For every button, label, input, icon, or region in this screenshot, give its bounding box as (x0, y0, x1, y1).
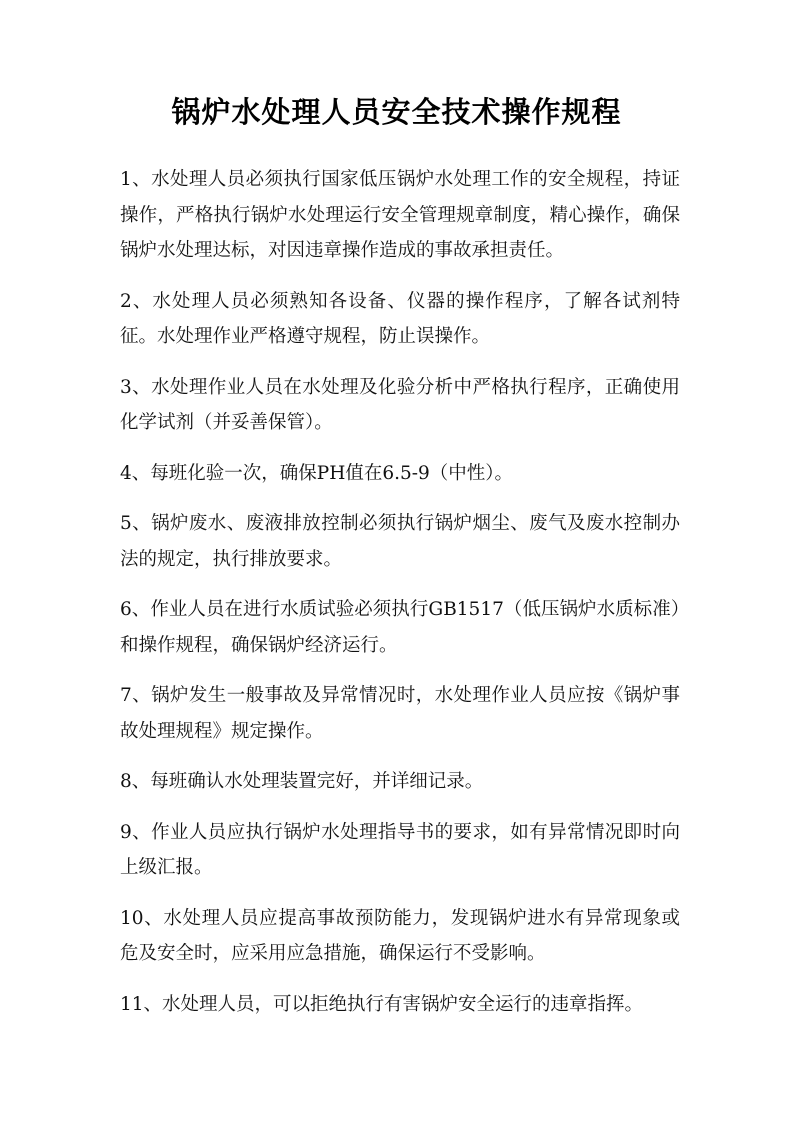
paragraph-7: 7、锅炉发生一般事故及异常情况时，水处理作业人员应按《锅炉事故处理规程》规定操作。 (120, 685, 680, 742)
paragraph-4: 4、每班化验一次，确保PH值在6.5-9（中性）。 (120, 462, 514, 484)
paragraph-8: 8、每班确认水处理装置完好，并详细记录。 (120, 771, 484, 792)
paragraph-6: 6、作业人员在进行水质试验必须执行GB1517（低压锅炉水质标准）和操作规程，确保锅炉经济运行。 (120, 599, 680, 656)
paragraph-10: 10、水处理人员应提高事故预防能力，发现锅炉进水有异常现象或危及安全时，应采用应急措施，确保运行不受影响。 (120, 907, 680, 964)
document-title: 锅炉水处理人员安全技术操作规程 (171, 95, 622, 129)
paragraph-3: 3、水处理作业人员在水处理及化验分析中严格执行程序，正确使用化学试剂（并妥善保管）。 (120, 376, 680, 433)
paragraph-9: 9、作业人员应执行锅炉水处理指导书的要求，如有异常情况即时向上级汇报。 (120, 821, 680, 878)
document-body (120, 162, 680, 1037)
paragraph-5: 5、锅炉废水、废液排放控制必须执行锅炉烟尘、废气及废水控制办法的规定，执行排放要求。 (120, 513, 680, 570)
paragraph-1: 1、水处理人员必须执行国家低压锅炉水处理工作的安全规程，持证操作，严格执行锅炉水处理运行安全管理规章制度，精心操作，确保锅炉水处理达标，对因违章操作造成的事故承担责任。 (120, 169, 680, 261)
paragraph-11: 11、水处理人员，可以拒绝执行有害锅炉安全运行的违章指挥。 (120, 993, 644, 1015)
paragraph-2: 2、水处理人员必须熟知各设备、仪器的操作程序，了解各试剂特征。水处理作业严格遵守规程，防止误操作。 (120, 290, 680, 347)
